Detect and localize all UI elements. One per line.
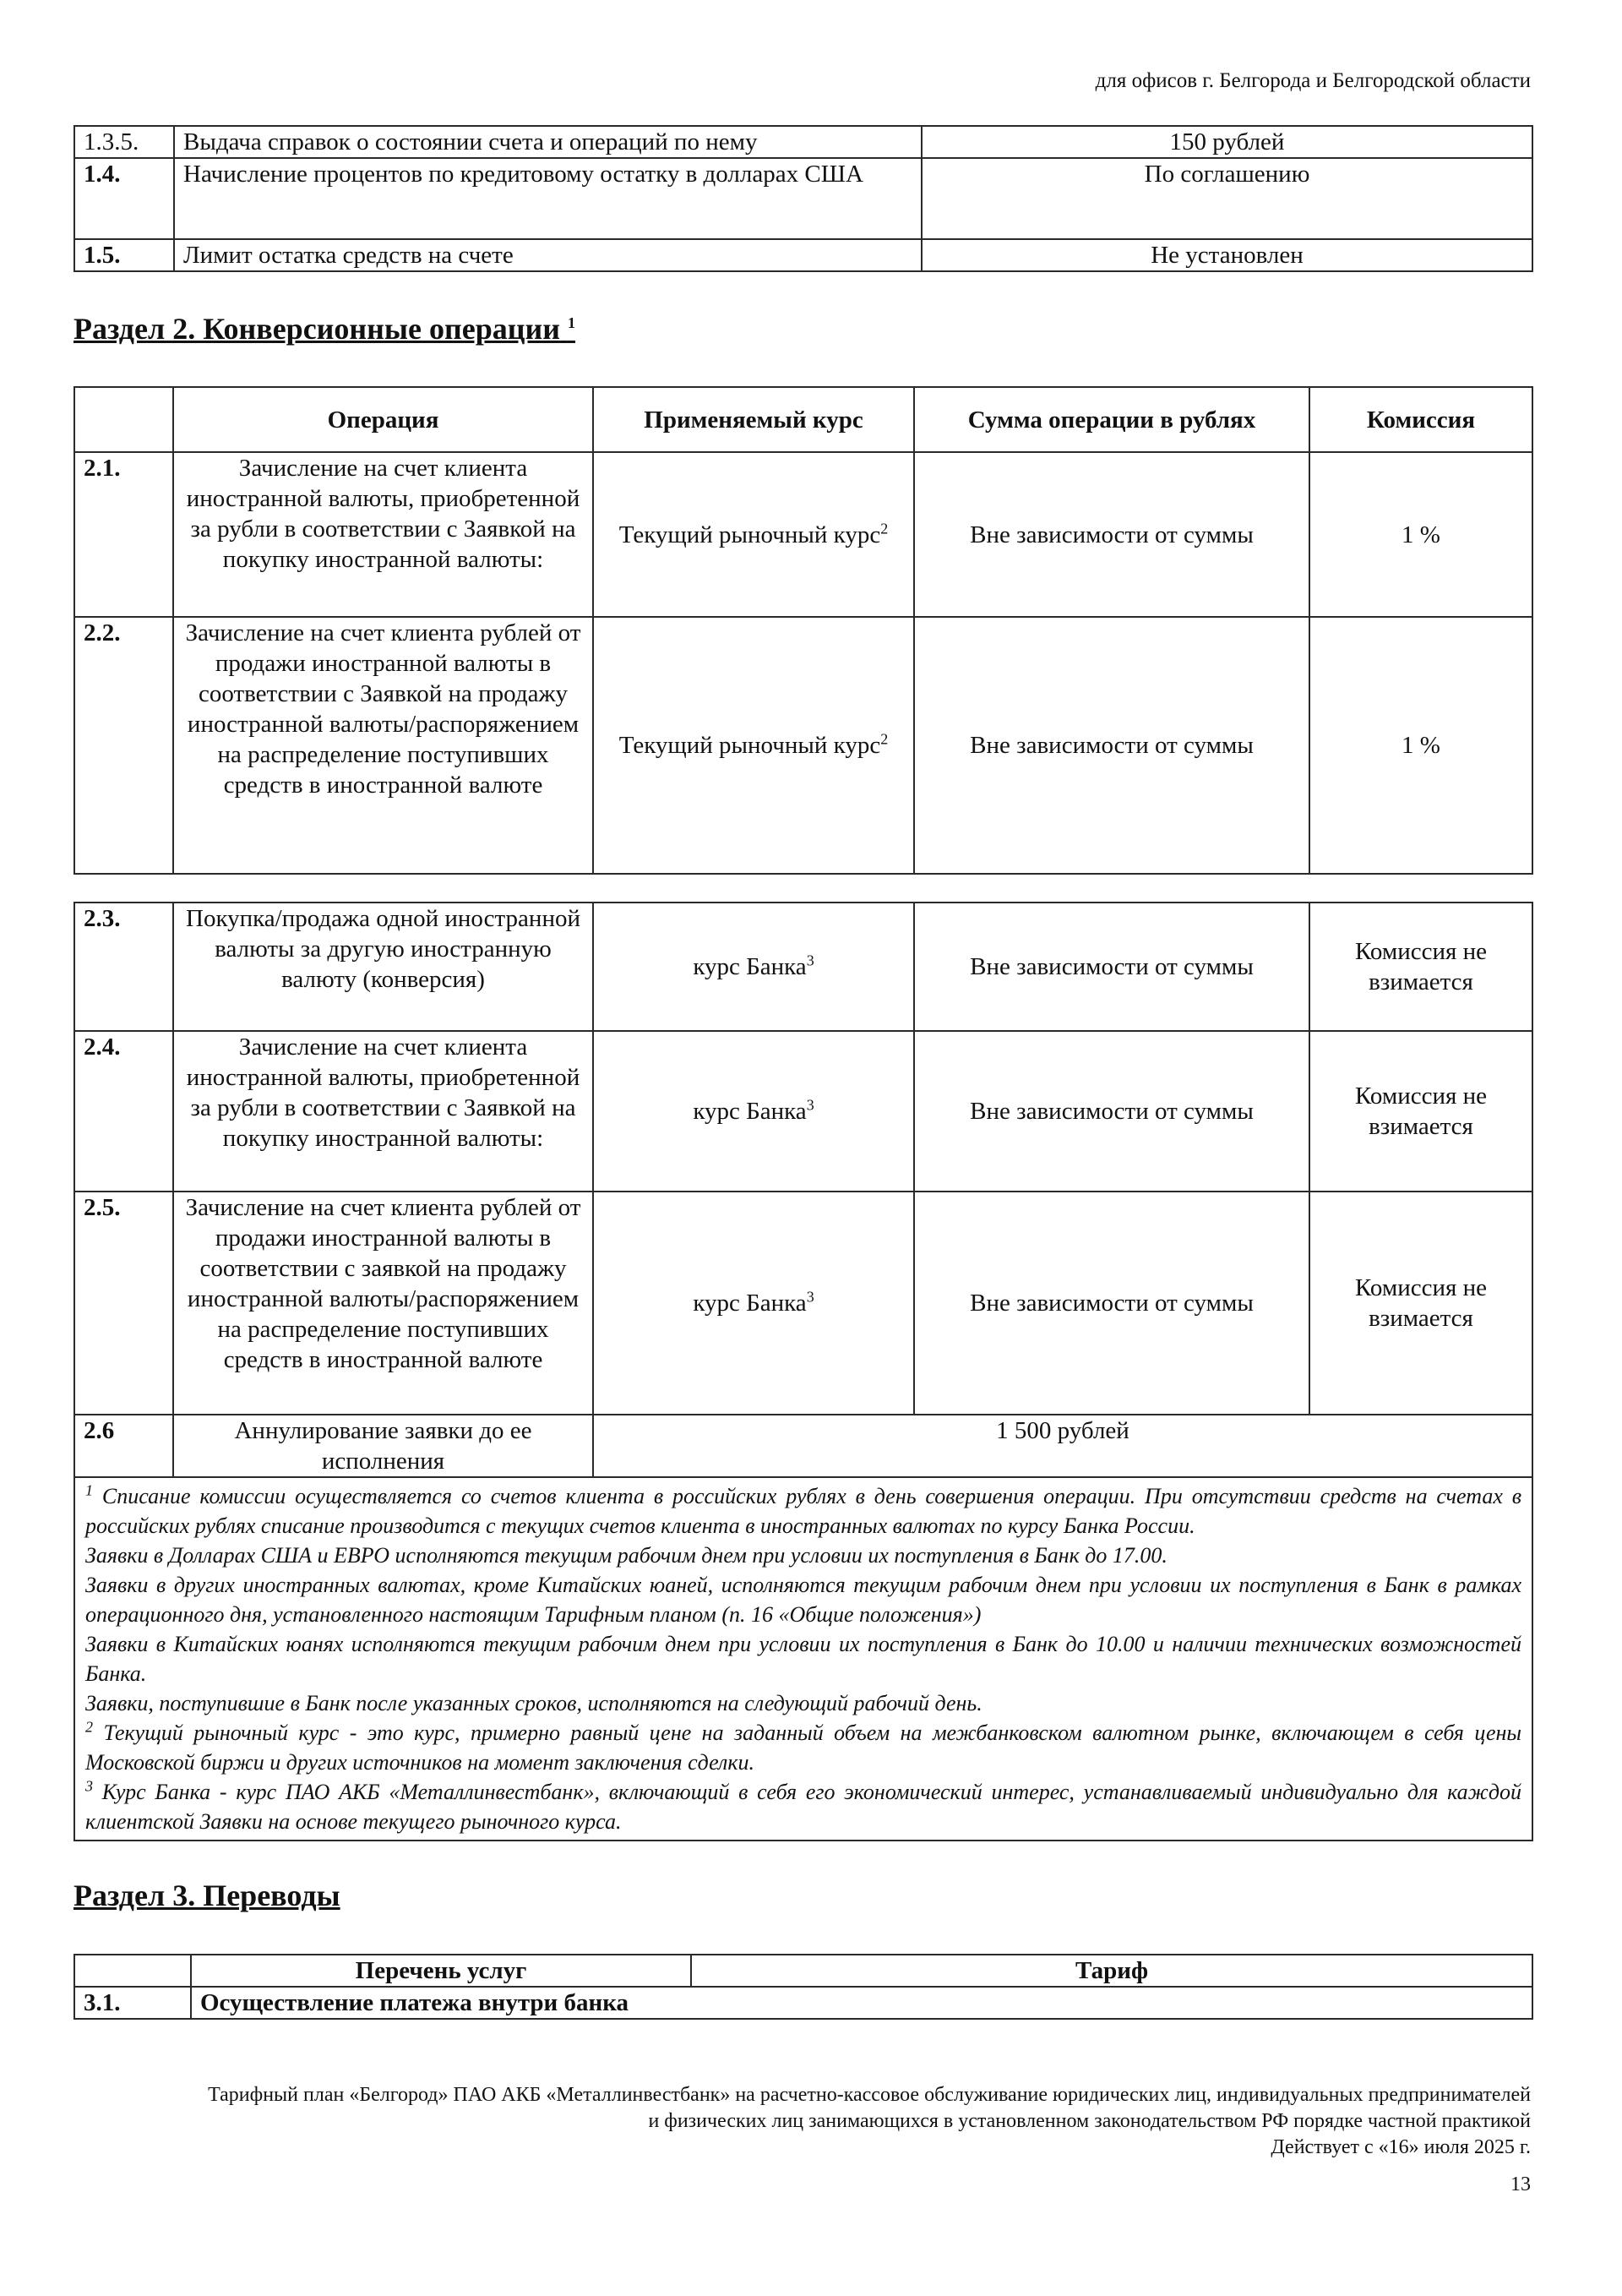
rate-cell xyxy=(593,617,914,874)
tariff-value: 1 500 рублей xyxy=(593,1415,1532,1477)
conversion-table-b xyxy=(73,902,1533,1841)
table-row xyxy=(74,1415,1532,1477)
service-value: 150 рублей xyxy=(922,126,1532,158)
amount-text: Вне зависимости от суммы xyxy=(914,452,1309,617)
footnote-mark: 1 xyxy=(85,1481,93,1499)
header-tariff: Тариф xyxy=(691,1955,1532,1987)
footnote-paragraph: Заявки в Китайских юанях исполняются текущим рабочим днем при условии их поступления в Банк до 10.00 и наличии технических возможностей Банка. xyxy=(85,1632,1521,1686)
footnotes-row xyxy=(74,1477,1532,1841)
row-number: 1.5. xyxy=(74,239,174,271)
footnote-paragraph: Заявки в других иностранных валютах, кроме Китайских юаней, исполняются текущим рабочим днем при условии их поступления в Банк в рамках операционного дня, установленного настоящим Тарифным планом (п. 16 «Общие положения») xyxy=(85,1573,1521,1627)
footnote-ref: 3 xyxy=(806,1288,814,1306)
section-title: Раздел 3. Переводы xyxy=(73,1879,340,1912)
table-row xyxy=(74,617,1532,874)
fee-text: 1 % xyxy=(1309,617,1532,874)
header-amount: Сумма операции в рублях xyxy=(914,387,1309,452)
services-table-section1 xyxy=(73,125,1533,272)
fee-text: Комиссия не взимается xyxy=(1309,1031,1532,1192)
rate-cell xyxy=(593,452,914,617)
table-header-row xyxy=(74,1955,1532,1987)
header-rate: Применяемый курс xyxy=(593,387,914,452)
footnote-ref: 3 xyxy=(806,952,814,969)
service-name: Лимит остатка средств на счете xyxy=(174,239,922,271)
amount-text: Вне зависимости от суммы xyxy=(914,617,1309,874)
service-name: Выдача справок о состоянии счета и операций по нему xyxy=(174,126,922,158)
row-number: 2.2. xyxy=(74,617,173,874)
table-row xyxy=(74,1987,1532,2019)
header-services: Перечень услуг xyxy=(191,1955,691,1987)
footnote-mark: 2 xyxy=(85,1718,93,1736)
header-fee: Комиссия xyxy=(1309,387,1532,452)
section-title-text: Раздел 2. Конверсионные операции xyxy=(73,312,560,346)
row-number: 2.4. xyxy=(74,1031,173,1192)
header-blank xyxy=(74,387,173,452)
table-row xyxy=(74,452,1532,617)
amount-text: Вне зависимости от суммы xyxy=(914,903,1309,1031)
amount-text: Вне зависимости от суммы xyxy=(914,1192,1309,1415)
service-name: Осуществление платежа внутри банка xyxy=(191,1987,1532,2019)
footnote-ref: 2 xyxy=(880,730,889,748)
footnote-text: Курс Банка - курс ПАО АКБ «Металлинвестбанк», включающий в себя его экономический интерес, устанавливаемый индивидуально для каждой клиентской Заявки на основе текущего рыночного курса. xyxy=(85,1780,1522,1834)
rate-text: курс Банка xyxy=(693,1290,807,1317)
section-title xyxy=(73,311,575,346)
table-row xyxy=(74,1031,1532,1192)
rate-cell xyxy=(593,1192,914,1415)
footnotes xyxy=(74,1477,1532,1841)
service-value: Не установлен xyxy=(922,239,1532,271)
table-row xyxy=(74,903,1532,1031)
amount-text: Вне зависимости от суммы xyxy=(914,1031,1309,1192)
page-number: 13 xyxy=(1510,2173,1531,2195)
footnote-text: Списание комиссии осуществляется со счетов клиента в российских рублях в день совершения операции. При отсутствии средств на счетах в российских рублях списание производится с текущих счетов клиента в иностранных валютах по курсу Банка России. xyxy=(85,1484,1522,1538)
footer-line: Действует с «16» июля 2025 г. xyxy=(1271,2136,1531,2158)
footnote-paragraph: Заявки, поступившие в Банк после указанных сроков, исполняются на следующий рабочий день. xyxy=(85,1691,982,1715)
footer-line: Тарифный план «Белгород» ПАО АКБ «Металлинвестбанк» на расчетно-кассовое обслуживание юридических лиц, индивидуальных предпринимателей xyxy=(208,2084,1531,2106)
table-row xyxy=(74,239,1532,271)
operation-text: Зачисление на счет клиента рублей от продажи иностранной валюты в соответствии с заявкой на продажу иностранной валюты/распоряжением на распределение поступивших средств в иностранной валюте xyxy=(173,1192,593,1415)
service-value: По соглашению xyxy=(922,158,1532,239)
fee-text: 1 % xyxy=(1309,452,1532,617)
row-number: 2.6 xyxy=(74,1415,173,1477)
operation-text: Зачисление на счет клиента иностранной валюты, приобретенной за рубли в соответствии с Заявкой на покупку иностранной валюты: xyxy=(173,452,593,617)
footnote-1 xyxy=(85,1481,1521,1541)
document-footer xyxy=(51,2082,1531,2161)
fee-text: Комиссия не взимается xyxy=(1309,903,1532,1031)
fee-text: Комиссия не взимается xyxy=(1309,1192,1532,1415)
operation-text: Покупка/продажа одной иностранной валюты за другую иностранную валюту (конверсия) xyxy=(173,903,593,1031)
row-number: 1.3.5. xyxy=(74,126,174,158)
rate-text: курс Банка xyxy=(693,953,807,980)
transfers-table xyxy=(73,1954,1533,2020)
conversion-table-a xyxy=(73,386,1533,875)
rate-text: Текущий рыночный курс xyxy=(618,521,881,548)
footnote-mark: 3 xyxy=(85,1777,93,1795)
footnote-paragraph: Заявки в Долларах США и ЕВРО исполняются текущим рабочим днем при условии их поступления в Банк до 17.00. xyxy=(85,1543,1168,1568)
footnote-ref: 3 xyxy=(806,1096,814,1114)
operation-text: Аннулирование заявки до ее исполнения xyxy=(173,1415,593,1477)
row-number: 1.4. xyxy=(74,158,174,239)
row-number: 3.1. xyxy=(74,1987,191,2019)
header-blank xyxy=(74,1955,191,1987)
rate-text: курс Банка xyxy=(693,1098,807,1125)
header-note: для офисов г. Белгорода и Белгородской области xyxy=(1095,69,1531,92)
footer-line: и физических лиц занимающихся в установленном законодательством РФ порядке частной практикой xyxy=(648,2110,1531,2132)
table-row xyxy=(74,1192,1532,1415)
row-number: 2.5. xyxy=(74,1192,173,1415)
table-row xyxy=(74,126,1532,158)
operation-text: Зачисление на счет клиента иностранной валюты, приобретенной за рубли в соответствии с Заявкой на покупку иностранной валюты: xyxy=(173,1031,593,1192)
service-name: Начисление процентов по кредитовому остатку в долларах США xyxy=(174,158,922,239)
rate-cell xyxy=(593,903,914,1031)
footnote-ref: 2 xyxy=(880,519,889,537)
rate-cell xyxy=(593,1031,914,1192)
footnote-text: Текущий рыночный курс - это курс, примерно равный цене на заданный объем на межбанковском валютном рынке, включающем в себя цены Московской биржи и других источников на момент заключения сделки. xyxy=(85,1721,1522,1775)
footnote-2 xyxy=(85,1718,1521,1777)
row-number: 2.3. xyxy=(74,903,173,1031)
table-header-row xyxy=(74,387,1532,452)
header-operation: Операция xyxy=(173,387,593,452)
operation-text: Зачисление на счет клиента рублей от продажи иностранной валюты в соответствии с Заявкой на продажу иностранной валюты/распоряжением на распределение поступивших средств в иностранной валюте xyxy=(173,617,593,874)
rate-text: Текущий рыночный курс xyxy=(618,732,881,759)
row-number: 2.1. xyxy=(74,452,173,617)
footnote-ref: 1 xyxy=(567,314,575,331)
table-row xyxy=(74,158,1532,239)
footnote-3 xyxy=(85,1777,1521,1836)
